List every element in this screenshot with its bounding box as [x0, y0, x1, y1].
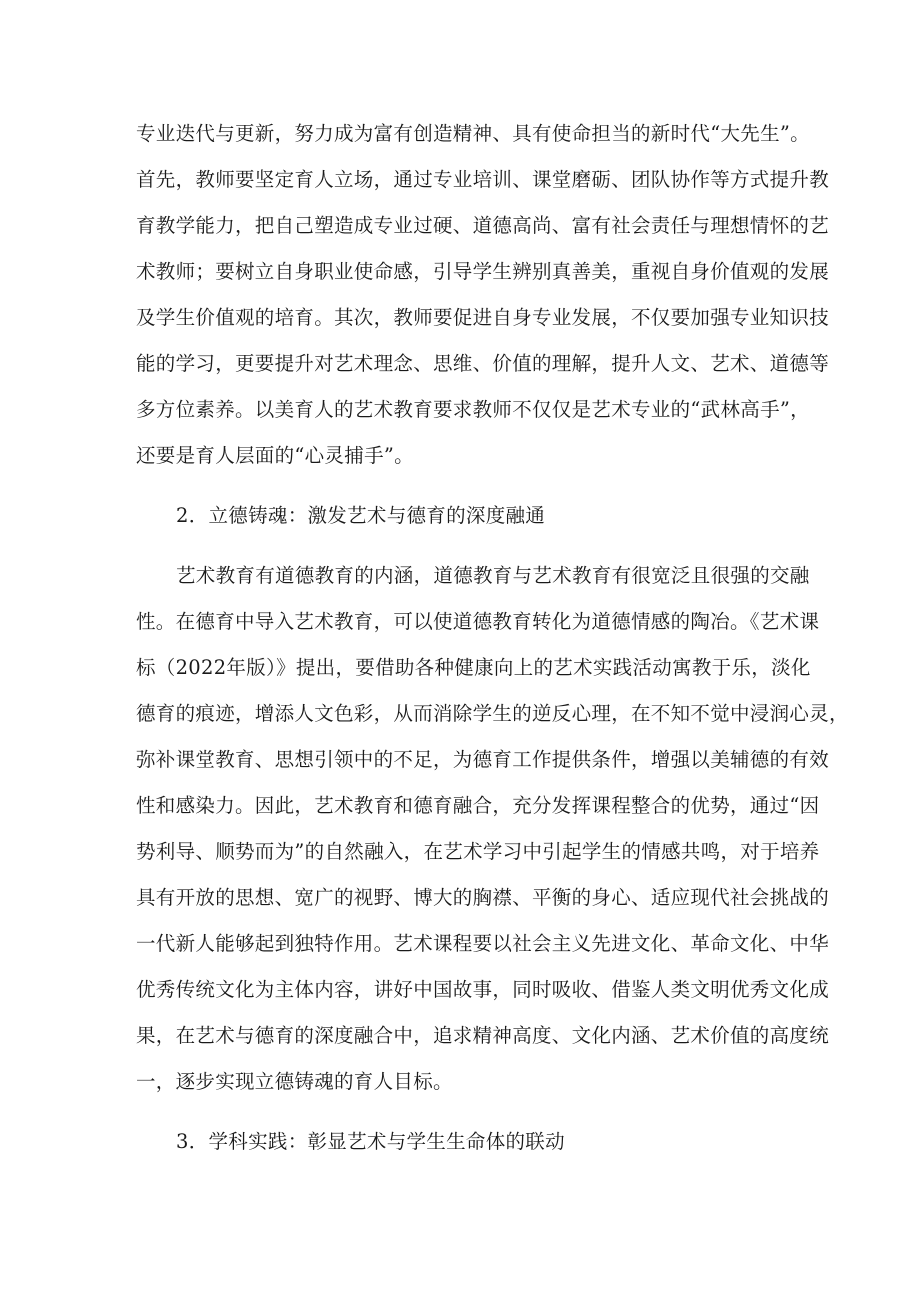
- paragraph-1-line-4: 术教师；要树立自身职业使命感，引导学生辨别真善美，重视自身价值观的发展: [136, 260, 830, 283]
- section-heading-2: 2．立德铸魂：激发艺术与德育的深度融通: [176, 504, 546, 527]
- paragraph-2-line-10: 优秀传统文化为主体内容，讲好中国故事，同时吸收、借鉴人类文明优秀文化成: [136, 978, 830, 1001]
- paragraph-1-line-3: 育教学能力，把自己塑造成专业过硬、道德高尚、富有社会责任与理想情怀的艺: [136, 214, 830, 237]
- paragraph-2-line-12: 一，逐步实现立德铸魂的育人目标。: [136, 1070, 453, 1093]
- paragraph-2-line-6: 性和感染力。因此，艺术教育和德育融合，充分发挥课程整合的优势，通过“因: [136, 794, 820, 817]
- paragraph-2-line-4: 德育的痕迹，增添人文色彩，从而消除学生的逆反心理，在不知不觉中浸润心灵，: [136, 702, 849, 725]
- paragraph-2-line-9: 一代新人能够起到独特作用。艺术课程要以社会主义先进文化、革命文化、中华: [136, 932, 830, 955]
- paragraph-2-line-3: 标（2022年版）》提出，要借助各种健康向上的艺术实践活动寓教于乐，淡化: [136, 656, 811, 679]
- paragraph-1-line-8: 还要是育人层面的“心灵捕手”。: [136, 444, 414, 467]
- paragraph-2-line-5: 弥补课堂教育、思想引领中的不足，为德育工作提供条件，增强以美辅德的有效: [136, 748, 830, 771]
- paragraph-1-line-7: 多方位素养。以美育人的艺术教育要求教师不仅仅是艺术专业的“武林高手”，: [136, 398, 810, 421]
- paragraph-1-line-5: 及学生价值观的培育。其次，教师要促进自身专业发展，不仅要加强专业知识技: [136, 306, 830, 329]
- section-heading-3: 3．学科实践：彰显艺术与学生生命体的联动: [176, 1130, 565, 1153]
- paragraph-2-line-11: 果，在艺术与德育的深度融合中，追求精神高度、文化内涵、艺术价值的高度统: [136, 1024, 830, 1047]
- paragraph-1-line-1: 专业迭代与更新，努力成为富有创造精神、具有使命担当的新时代“大先生”。: [136, 122, 810, 145]
- paragraph-1-line-2: 首先，教师要坚定育人立场，通过专业培训、课堂磨砺、团队协作等方式提升教: [136, 168, 830, 191]
- paragraph-2-line-8: 具有开放的思想、宽广的视野、博大的胸襟、平衡的身心、适应现代社会挑战的: [136, 886, 830, 909]
- paragraph-1-line-6: 能的学习，更要提升对艺术理念、思维、价值的理解，提升人文、艺术、道德等: [136, 352, 830, 375]
- paragraph-2-line-7: 势利导、顺势而为”的自然融入，在艺术学习中引起学生的情感共鸣，对于培养: [136, 840, 820, 863]
- paragraph-2-line-2: 性。在德育中导入艺术教育，可以使道德教育转化为道德情感的陶冶。《艺术课: [136, 610, 820, 633]
- paragraph-2-line-1: 艺术教育有道德教育的内涵，道德教育与艺术教育有很宽泛且很强的交融: [176, 564, 810, 587]
